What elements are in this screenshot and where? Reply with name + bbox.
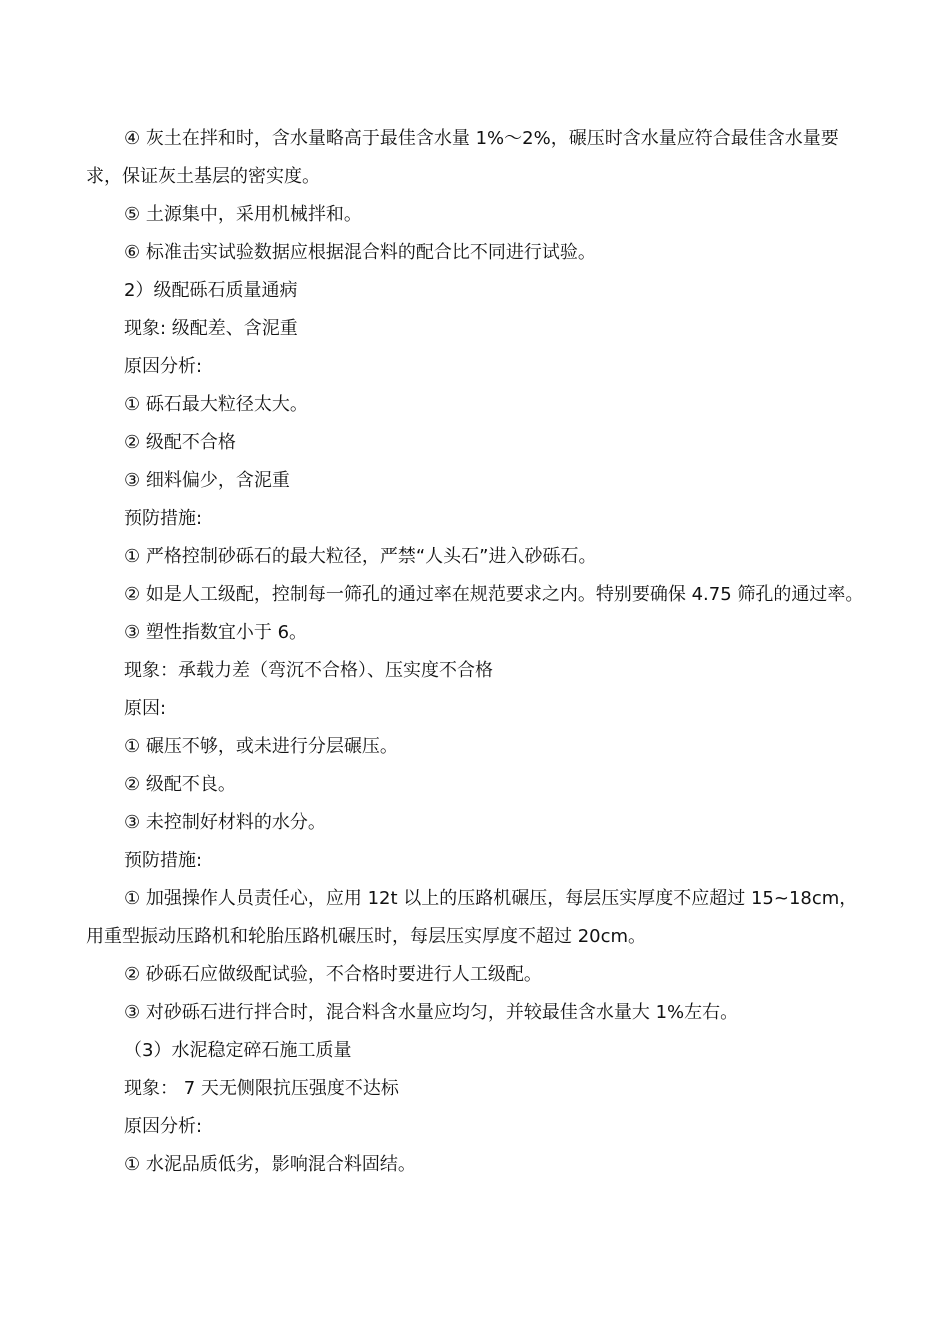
paragraph-soil-source: ⑤ 土源集中，采用机械拌和。 [124,204,362,225]
paragraph-compaction-test: ⑥ 标准击实试验数据应根据混合料的配合比不同进行试验。 [124,242,596,263]
paragraph-cause-2-2: ② 级配不良。 [124,774,236,795]
paragraph-prevention-2-3: ③ 对砂砾石进行拌合时，混合料含水量应均匀，并较最佳含水量大 1%左右。 [124,1002,739,1023]
paragraph-prevention-2-2: ② 砂砾石应做级配试验，不合格时要进行人工级配。 [124,964,542,985]
paragraph-cause-label-3: 原因分析: [124,1116,203,1137]
paragraph-prevention-2-1: ① 加强操作人员责任心，应用 12t 以上的压路机碾压，每层压实厚度不应超过 15~18cm，用重型振动压路机和轮胎压路机碾压时，每层压实厚度不超过 20cm。 [86,888,858,947]
paragraph-cause-1-3: ③ 细料偏少，含泥重 [124,470,290,491]
paragraph-cause-3-1: ① 水泥品质低劣，影响混合料固结。 [124,1154,416,1175]
section-heading-graded-gravel: 2）级配砾石质量通病 [124,280,298,301]
paragraph-cause-1-1: ① 砾石最大粒径太大。 [124,394,308,415]
paragraph-cause-label-2: 原因: [124,698,167,719]
paragraph-prevention-label-2: 预防措施: [124,850,203,871]
paragraph-lime-soil-moisture: ④ 灰土在拌和时，含水量略高于最佳含水量 1%～2%，碾压时含水量应符合最佳含水量要求，保证灰土基层的密实度。 [86,128,839,187]
paragraph-prevention-1-1: ① 严格控制砂砾石的最大粒径，严禁“人头石”进入砂砾石。 [124,546,597,567]
paragraph-phenomenon-1: 现象: 级配差、含泥重 [124,318,298,339]
paragraph-cause-label-1: 原因分析: [124,356,203,377]
section-heading-cement-stabilized: （3）水泥稳定碎石施工质量 [124,1040,352,1061]
paragraph-cause-2-3: ③ 未控制好材料的水分。 [124,812,326,833]
paragraph-cause-2-1: ① 碾压不够，或未进行分层碾压。 [124,736,398,757]
paragraph-phenomenon-3: 现象： 7 天无侧限抗压强度不达标 [124,1078,399,1099]
paragraph-prevention-1-2: ② 如是人工级配，控制每一筛孔的通过率在规范要求之内。特别要确保 4.75 筛孔的通过率。 [124,584,864,605]
paragraph-prevention-label-1: 预防措施: [124,508,203,529]
document-body [86,120,870,1184]
paragraph-prevention-1-3: ③ 塑性指数宜小于 6。 [124,622,308,643]
paragraph-cause-1-2: ② 级配不合格 [124,432,236,453]
paragraph-phenomenon-2: 现象：承载力差（弯沉不合格）、压实度不合格 [124,660,493,681]
